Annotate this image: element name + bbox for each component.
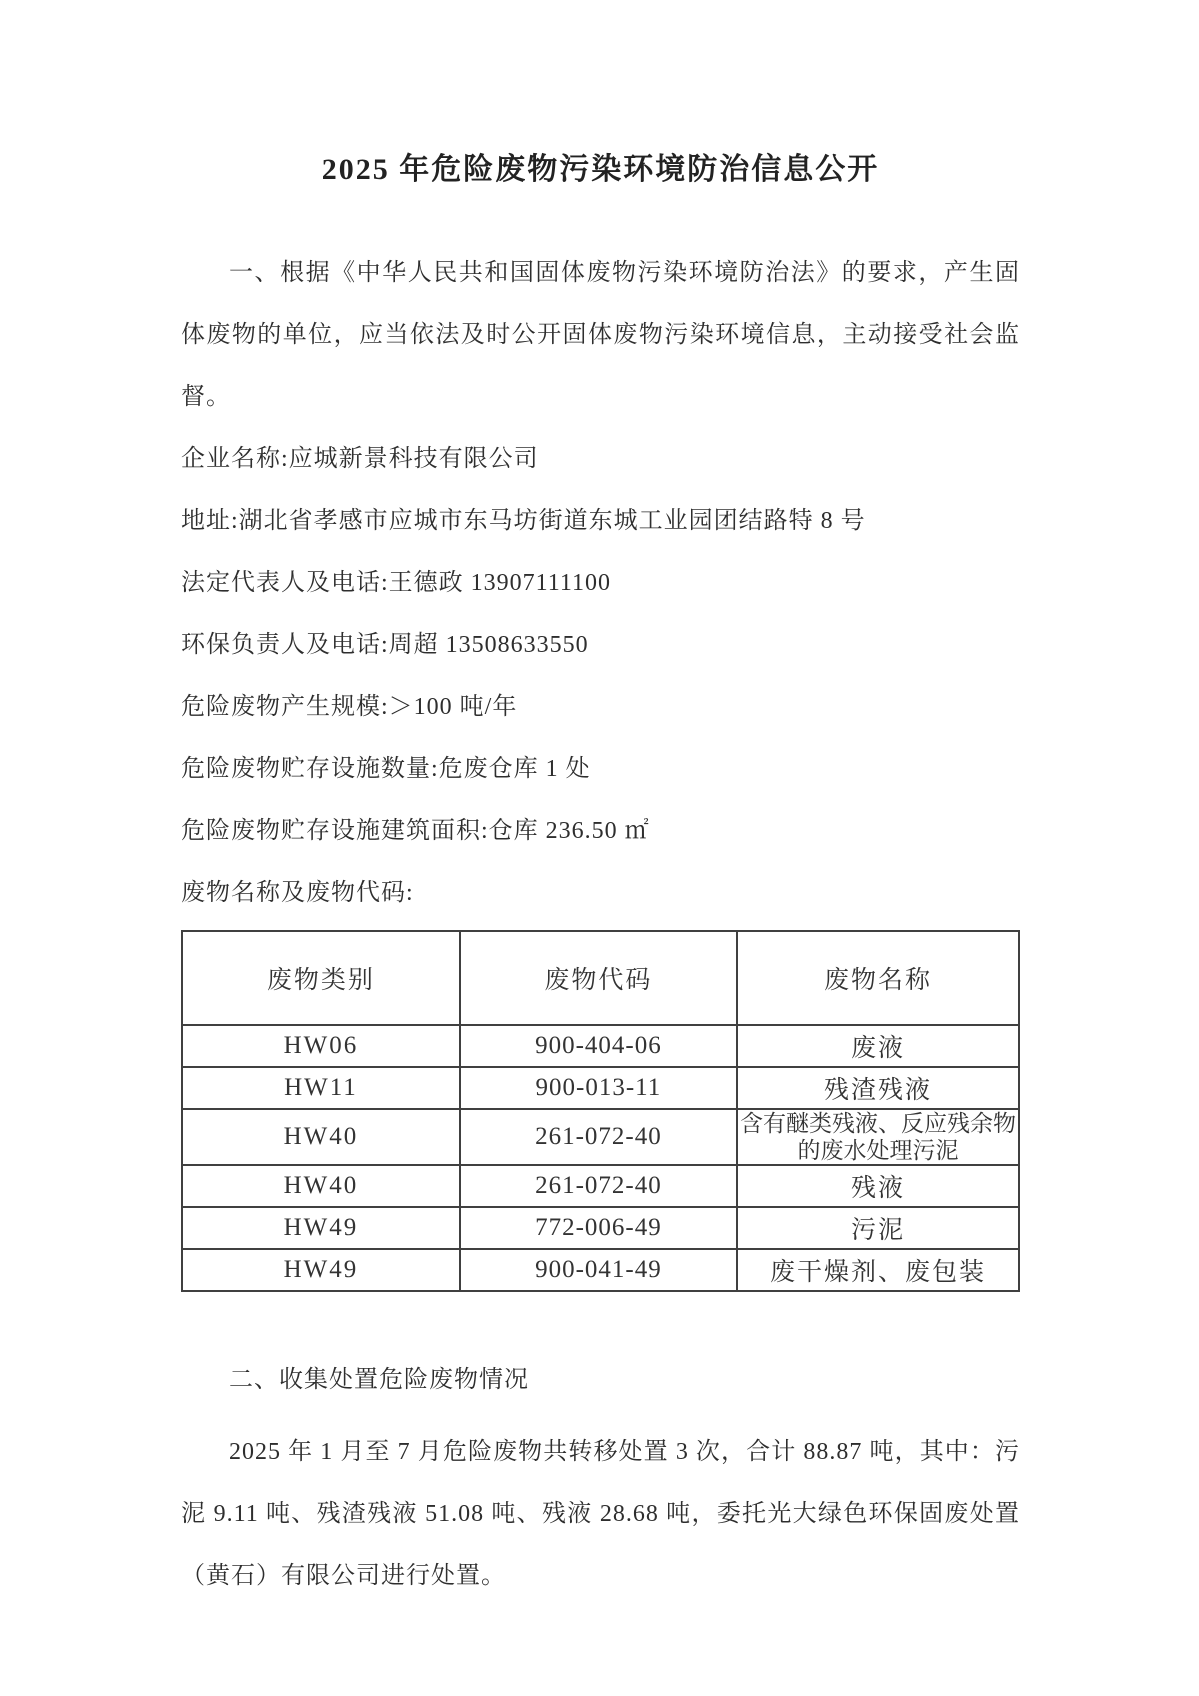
waste-name-cell: 含有醚类残液、反应残余物的废水处理污泥 <box>737 1109 1019 1165</box>
info-line-address: 地址:湖北省孝感市应城市东马坊街道东城工业园团结路特 8 号 <box>181 508 866 534</box>
table-row <box>182 1249 1019 1291</box>
waste-code-table <box>181 930 1020 1292</box>
intro-paragraph: 一、根据《中华人民共和国固体废物污染环境防治法》的要求，产生固体废物的单位，应当依法及时公开固体废物污染环境信息，主动接受社会监督。 <box>181 260 1020 410</box>
waste-category-cell: HW40 <box>182 1109 460 1165</box>
waste-code-cell: 900-404-06 <box>460 1025 737 1067</box>
waste-name-cell: 废液 <box>737 1025 1019 1067</box>
waste-name-cell: 污泥 <box>737 1207 1019 1249</box>
waste-category-cell: HW11 <box>182 1067 460 1109</box>
info-line-table-caption: 废物名称及废物代码: <box>181 880 414 906</box>
waste-name-cell: 残液 <box>737 1165 1019 1207</box>
company-info-block <box>181 428 1020 924</box>
info-line-company-name: 企业名称:应城新景科技有限公司 <box>181 446 539 472</box>
waste-code-cell: 772-006-49 <box>460 1207 737 1249</box>
table-row <box>182 1067 1019 1109</box>
section2-heading: 二、收集处置危险废物情况 <box>229 1367 529 1393</box>
waste-table-header-category: 废物类别 <box>182 931 460 1025</box>
table-row <box>182 1025 1019 1067</box>
waste-table-header-row <box>182 931 1019 1025</box>
waste-name-cell: 残渣残液 <box>737 1067 1019 1109</box>
waste-code-cell: 261-072-40 <box>460 1165 737 1207</box>
waste-category-cell: HW40 <box>182 1165 460 1207</box>
waste-table-header-name: 废物名称 <box>737 931 1019 1025</box>
waste-code-cell: 900-041-49 <box>460 1249 737 1291</box>
table-row <box>182 1109 1019 1165</box>
waste-table-header-code: 废物代码 <box>460 931 737 1025</box>
waste-code-cell: 900-013-11 <box>460 1067 737 1109</box>
waste-category-cell: HW49 <box>182 1207 460 1249</box>
info-line-storage-count: 危险废物贮存设施数量:危废仓库 1 处 <box>181 756 591 782</box>
info-line-legal-rep-phone: 法定代表人及电话:王德政 13907111100 <box>181 570 611 596</box>
waste-code-cell: 261-072-40 <box>460 1109 737 1165</box>
disposal-paragraph: 2025 年 1 月至 7 月危险废物共转移处置 3 次，合计 88.87 吨，其中：污泥 9.11 吨、残渣残液 51.08 吨、残液 28.68 吨，委托光大绿色环保固废处置（黄石）有限公司进行处置。 <box>181 1439 1020 1589</box>
waste-name-cell: 废干燥剂、废包装 <box>737 1249 1019 1291</box>
table-row <box>182 1165 1019 1207</box>
document-title: 2025 年危险废物污染环境防治信息公开 <box>321 153 880 186</box>
info-line-storage-area: 危险废物贮存设施建筑面积:仓库 236.50 ㎡ <box>181 818 650 844</box>
waste-category-cell: HW06 <box>182 1025 460 1067</box>
table-row <box>182 1207 1019 1249</box>
info-line-waste-scale: 危险废物产生规模:＞100 吨/年 <box>181 694 518 720</box>
waste-category-cell: HW49 <box>182 1249 460 1291</box>
info-line-env-rep-phone: 环保负责人及电话:周超 13508633550 <box>181 632 589 658</box>
